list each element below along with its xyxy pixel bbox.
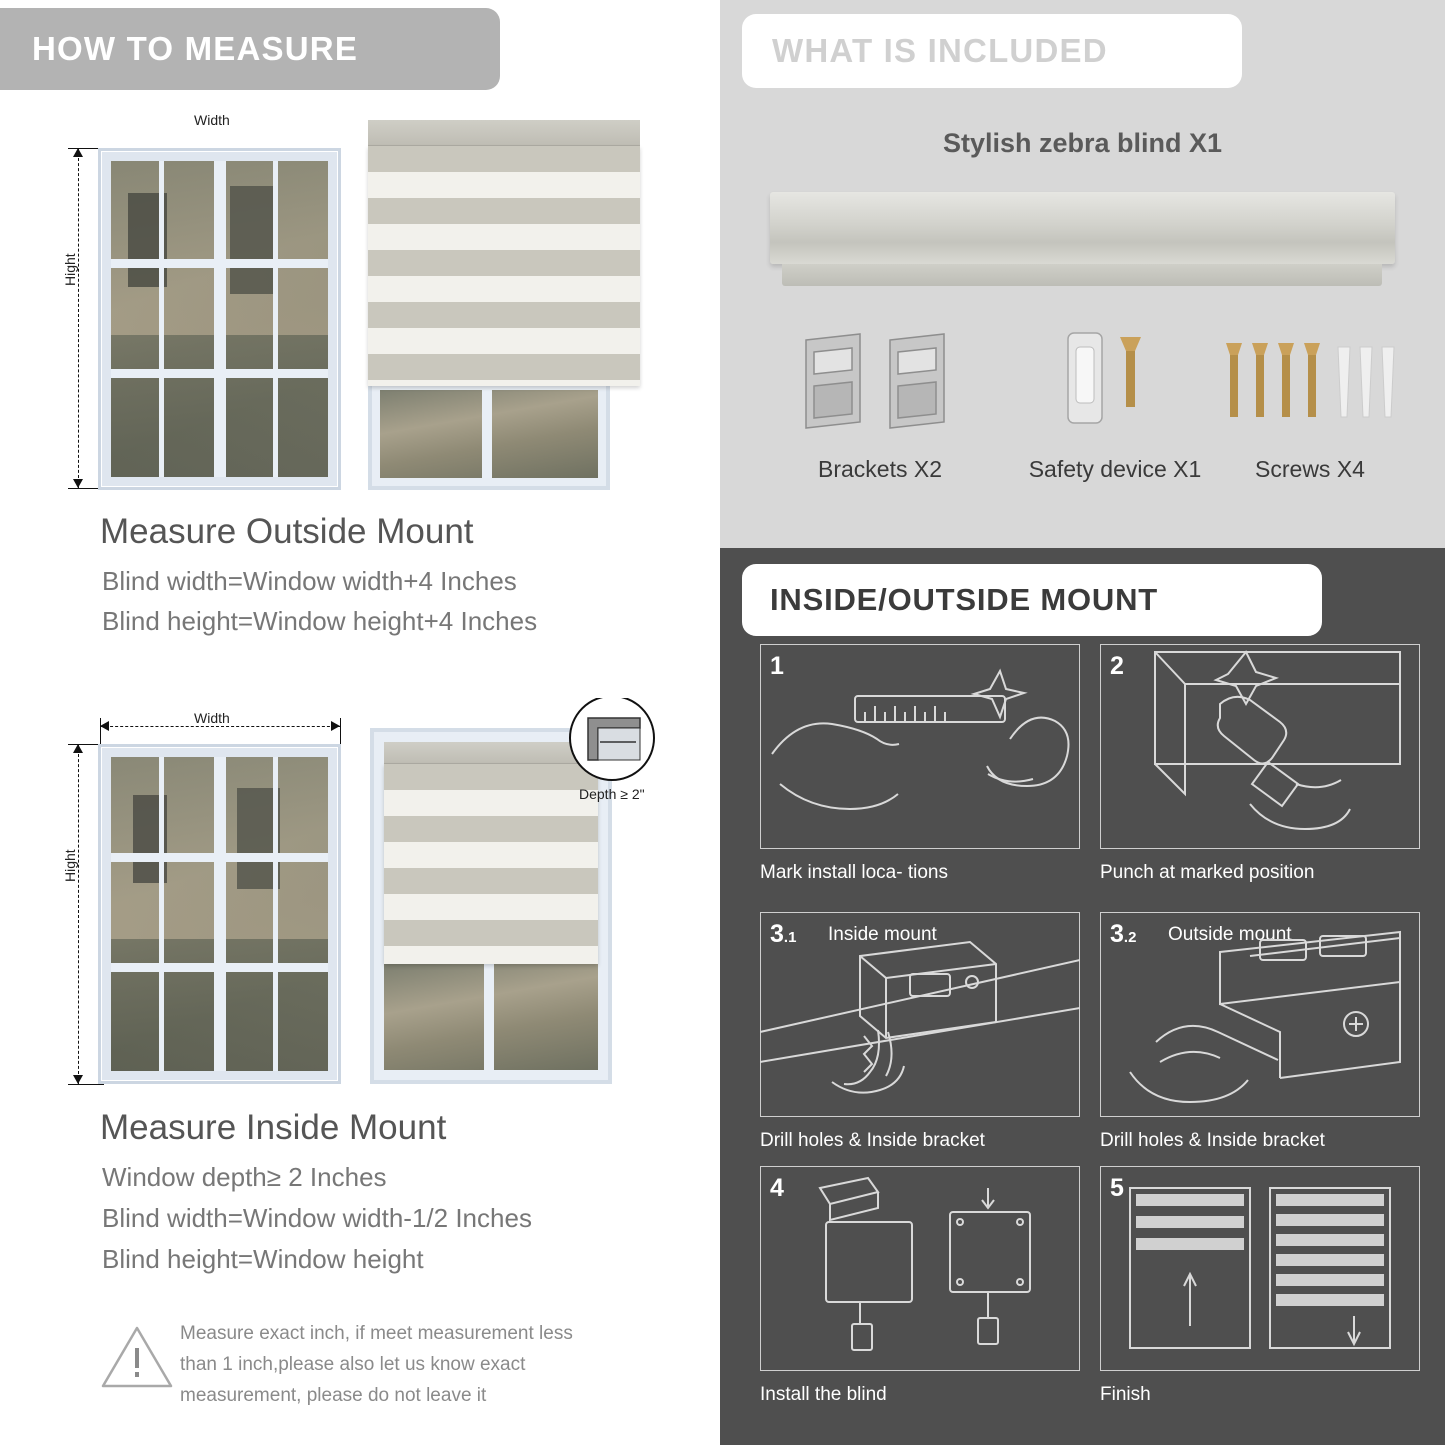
window-mullion-b xyxy=(273,161,278,477)
warning-line-1: than 1 inch,please also let us know exact xyxy=(180,1354,526,1375)
mount-step-2-number: 2 xyxy=(1110,652,1124,680)
how-to-measure-column xyxy=(0,0,712,1445)
zebra-headrail-outside xyxy=(368,120,640,146)
mount-step-3-2-inline-label: Outside mount xyxy=(1168,924,1292,945)
inside-height-dimension-line xyxy=(78,744,79,1084)
window-mullion-h1 xyxy=(111,259,328,268)
mount-step-3-1 xyxy=(760,912,1080,1172)
part-label-brackets: Brackets X2 xyxy=(818,456,942,482)
how-to-measure-title: HOW TO MEASURE xyxy=(32,30,359,67)
outside-width-label: Width xyxy=(190,112,234,128)
inside-mount-line-0: Window depth≥ 2 Inches xyxy=(102,1162,387,1192)
inside-width-tick-right xyxy=(340,718,341,744)
mount-step-3-1-inline-label: Inside mount xyxy=(828,924,937,945)
inside-width-dimension-line xyxy=(100,726,340,727)
mount-step-3-2-number: 3.2 xyxy=(1110,920,1137,948)
mount-step-4-number: 4 xyxy=(770,1174,784,1202)
inside-height-arrow-up xyxy=(73,744,83,753)
outside-mount-title: Measure Outside Mount xyxy=(100,512,474,551)
outside-height-arrow-down xyxy=(73,479,83,488)
mount-step-2 xyxy=(1100,644,1420,904)
window-mullion-center-2 xyxy=(214,757,226,1071)
mount-step-3-2-caption: Drill holes & Inside bracket xyxy=(1100,1130,1325,1151)
blind-window-mullion xyxy=(482,390,492,478)
window-mullion-h4 xyxy=(111,963,328,972)
window-mullion-center xyxy=(214,161,226,477)
zebra-blind-product-image xyxy=(770,192,1395,264)
brackets-icon xyxy=(798,330,958,445)
inside-height-label: Hight xyxy=(62,845,78,886)
window-mullion-h2 xyxy=(111,369,328,378)
mount-step-4-caption: Install the blind xyxy=(760,1384,887,1405)
mount-step-4 xyxy=(760,1166,1080,1426)
facade-window-2 xyxy=(230,186,273,293)
mount-step-1-number: 1 xyxy=(770,652,784,680)
zebra-headrail-inside xyxy=(384,742,598,764)
inside-outside-mount-panel xyxy=(720,548,1445,1445)
outside-mount-line-0: Blind width=Window width+4 Inches xyxy=(102,566,517,596)
mount-step-3-1-number: 3.1 xyxy=(770,920,797,948)
zebra-shade-inside xyxy=(384,764,598,964)
step-5-sketch xyxy=(1100,1166,1420,1371)
mount-step-1-caption: Mark install loca- tions xyxy=(760,862,948,883)
inside-width-tick-left xyxy=(100,718,101,744)
mount-step-3-1-caption: Drill holes & Inside bracket xyxy=(760,1130,985,1151)
outside-height-label: Hight xyxy=(62,249,78,290)
blind-window-outside xyxy=(368,378,610,490)
blind-window-inside xyxy=(370,728,612,1084)
warning-line-2: measurement, please do not leave it xyxy=(180,1385,487,1406)
outside-mount-illustration xyxy=(0,100,712,500)
what-is-included-header xyxy=(742,14,1242,88)
blind-window-mullion-2 xyxy=(484,964,494,1070)
inside-mount-title: Measure Inside Mount xyxy=(100,1108,447,1147)
inside-outside-mount-title: INSIDE/OUTSIDE MOUNT xyxy=(770,582,1159,617)
window-graphic-outside xyxy=(98,148,341,490)
step-1-sketch xyxy=(760,644,1080,849)
inside-mount-line-1: Blind width=Window width-1/2 Inches xyxy=(102,1203,532,1233)
inside-width-label: Width xyxy=(190,710,234,726)
mount-step-5-number: 5 xyxy=(1110,1174,1124,1202)
step-2-sketch xyxy=(1100,644,1420,849)
right-column xyxy=(712,0,1445,1445)
how-to-measure-header xyxy=(0,8,500,90)
step-3-2-sketch xyxy=(1100,912,1420,1117)
what-is-included-title: WHAT IS INCLUDED xyxy=(772,32,1108,69)
outside-height-dimension-line xyxy=(78,148,79,488)
window-mullion-c xyxy=(159,757,164,1071)
zebra-shade-outside xyxy=(368,146,640,386)
zebra-blind-bottom-rail xyxy=(782,264,1382,286)
inside-width-arrow-right xyxy=(331,721,340,731)
included-main-item: Stylish zebra blind X1 xyxy=(942,128,1223,158)
inside-mount-illustration xyxy=(0,698,712,1098)
mount-step-3-2 xyxy=(1100,912,1420,1172)
measurement-warning xyxy=(100,1318,640,1418)
window-mullion-d xyxy=(273,757,278,1071)
warning-line-0: Measure exact inch, if meet measurement less xyxy=(180,1323,573,1344)
mount-step-5-caption: Finish xyxy=(1100,1384,1151,1405)
inside-height-tick-bottom xyxy=(68,1084,104,1085)
step-4-sketch xyxy=(760,1166,1080,1371)
outside-height-arrow-up xyxy=(73,148,83,157)
warning-triangle-icon xyxy=(100,1324,174,1390)
depth-note-label: Depth ≥ 2" xyxy=(579,786,645,802)
step-3-1-sketch xyxy=(760,912,1080,1117)
safety-device-icon xyxy=(1050,325,1180,445)
mount-step-5 xyxy=(1100,1166,1420,1426)
inside-height-arrow-down xyxy=(73,1075,83,1084)
what-is-included-panel xyxy=(720,0,1445,548)
inside-width-arrow-left xyxy=(100,721,109,731)
window-mullion-h3 xyxy=(111,853,328,862)
mount-step-1 xyxy=(760,644,1080,904)
part-label-screws: Screws X4 xyxy=(1255,456,1365,482)
window-graphic-inside xyxy=(98,744,341,1084)
window-mullion-a xyxy=(159,161,164,477)
screws-icon xyxy=(1220,325,1400,445)
inside-mount-line-2: Blind height=Window height xyxy=(102,1244,424,1274)
mount-step-2-caption: Punch at marked position xyxy=(1100,862,1315,883)
outside-mount-line-1: Blind height=Window height+4 Inches xyxy=(102,606,538,636)
inside-outside-mount-header xyxy=(742,564,1322,636)
part-label-safety-device: Safety device X1 xyxy=(1028,456,1202,482)
